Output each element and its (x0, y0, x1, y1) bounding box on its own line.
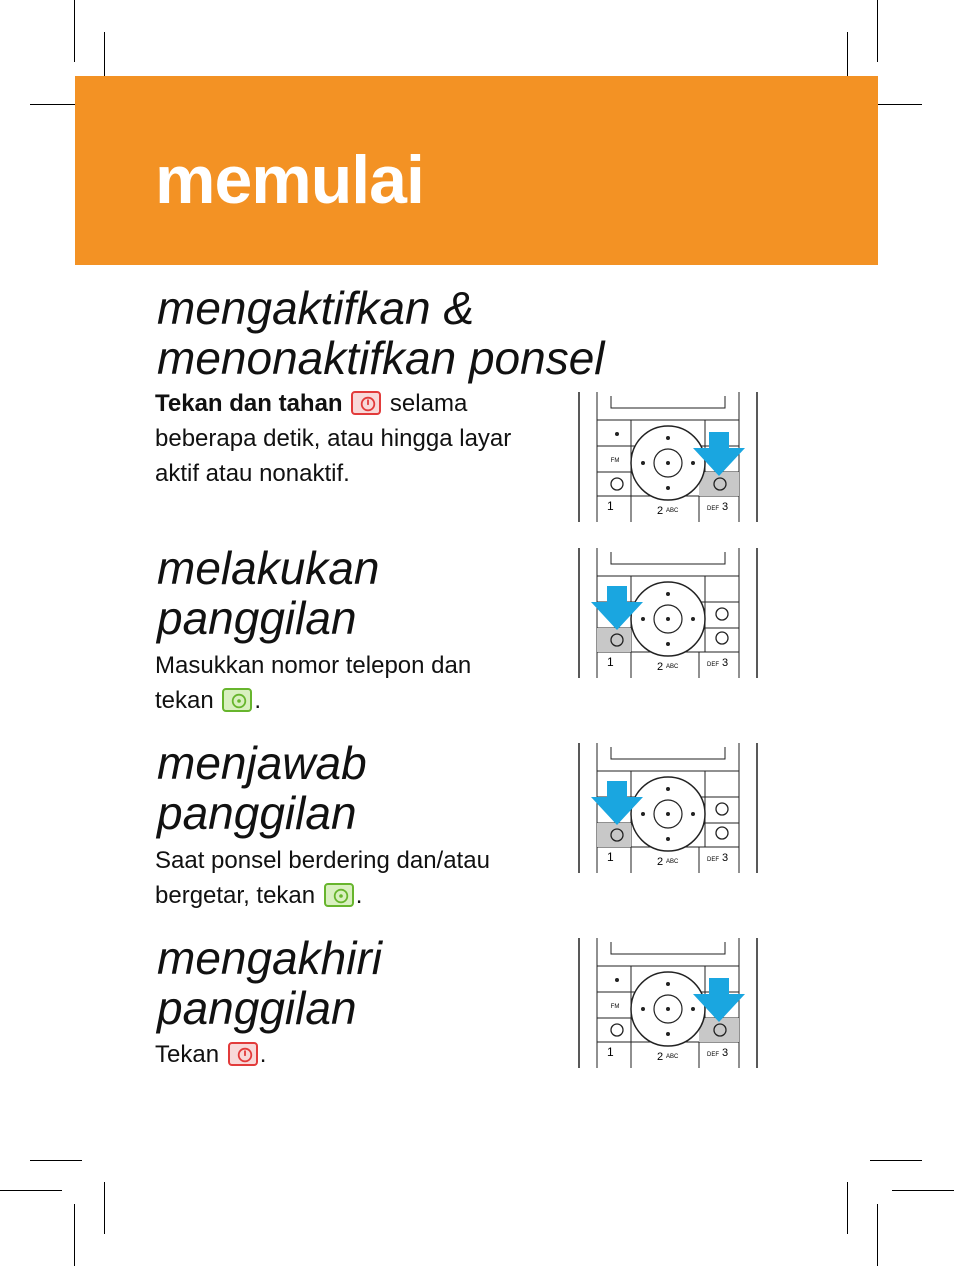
instruction-text: selama beberapa detik, atau hingga layar aktif atau nonaktif. (155, 390, 512, 487)
instruction-period: . (259, 1041, 267, 1068)
power-end-key-icon (351, 391, 381, 415)
power-end-key-icon (228, 1042, 258, 1066)
key-3-sub: DEF (707, 857, 719, 863)
key-3-sub: DEF (707, 1052, 719, 1058)
crop-mark (877, 1204, 878, 1266)
section-text-answer-call (155, 843, 535, 913)
key-2-sub: ABC (666, 664, 679, 670)
send-key-icon (324, 883, 354, 907)
crop-mark (104, 1182, 105, 1234)
key-1-label: 1 (607, 499, 614, 513)
key-2-label: 2 (657, 661, 664, 673)
crop-mark (870, 1160, 922, 1161)
phone-keypad-illustration (577, 548, 759, 680)
key-2-sub: ABC (666, 859, 679, 865)
crop-mark (892, 1190, 954, 1191)
section-title-answer-call: menjawab panggilan (157, 737, 367, 839)
crop-mark (74, 0, 75, 62)
crop-mark (30, 1160, 82, 1161)
key-3-label: 3 (722, 501, 729, 513)
section-title-end-call: mengakhiri panggilan (157, 932, 382, 1034)
fm-label: FM (610, 458, 620, 464)
key-2-sub: ABC (666, 508, 679, 514)
section-text-end-call (155, 1037, 535, 1072)
header-banner (75, 76, 878, 265)
section-text-power (155, 386, 535, 491)
key-3-label: 3 (722, 1047, 729, 1059)
key-2-label: 2 (657, 856, 664, 868)
instruction-period: . (355, 882, 363, 909)
phone-keypad-illustration (577, 938, 759, 1070)
key-2-label: 2 (657, 505, 664, 517)
instruction-text: Masukkan nomor telepon dan tekan (155, 652, 472, 714)
phone-keypad-illustration (577, 743, 759, 875)
crop-mark (0, 1190, 62, 1191)
instruction-text: Saat ponsel berdering dan/atau bergetar, tekan (155, 847, 490, 909)
section-title-power: mengaktifkan & menonaktifkan ponsel (157, 282, 605, 384)
key-1-label: 1 (607, 655, 614, 669)
instruction-text: Tekan (155, 1041, 226, 1068)
send-key-icon (222, 688, 252, 712)
crop-mark (847, 1182, 848, 1234)
key-3-sub: DEF (707, 506, 719, 512)
bold-instruction: Tekan dan tahan (155, 390, 343, 417)
crop-mark (74, 1204, 75, 1266)
key-3-sub: DEF (707, 662, 719, 668)
section-title-make-call: melakukan panggilan (157, 542, 380, 644)
page-title: memulai (155, 142, 424, 218)
instruction-period: . (254, 687, 262, 714)
section-text-make-call (155, 648, 535, 718)
phone-keypad-illustration (577, 392, 759, 524)
key-2-label: 2 (657, 1051, 664, 1063)
crop-mark (877, 0, 878, 62)
fm-label: FM (610, 1004, 620, 1010)
key-3-label: 3 (722, 657, 729, 669)
key-1-label: 1 (607, 850, 614, 864)
key-2-sub: ABC (666, 1054, 679, 1060)
key-3-label: 3 (722, 852, 729, 864)
key-1-label: 1 (607, 1045, 614, 1059)
